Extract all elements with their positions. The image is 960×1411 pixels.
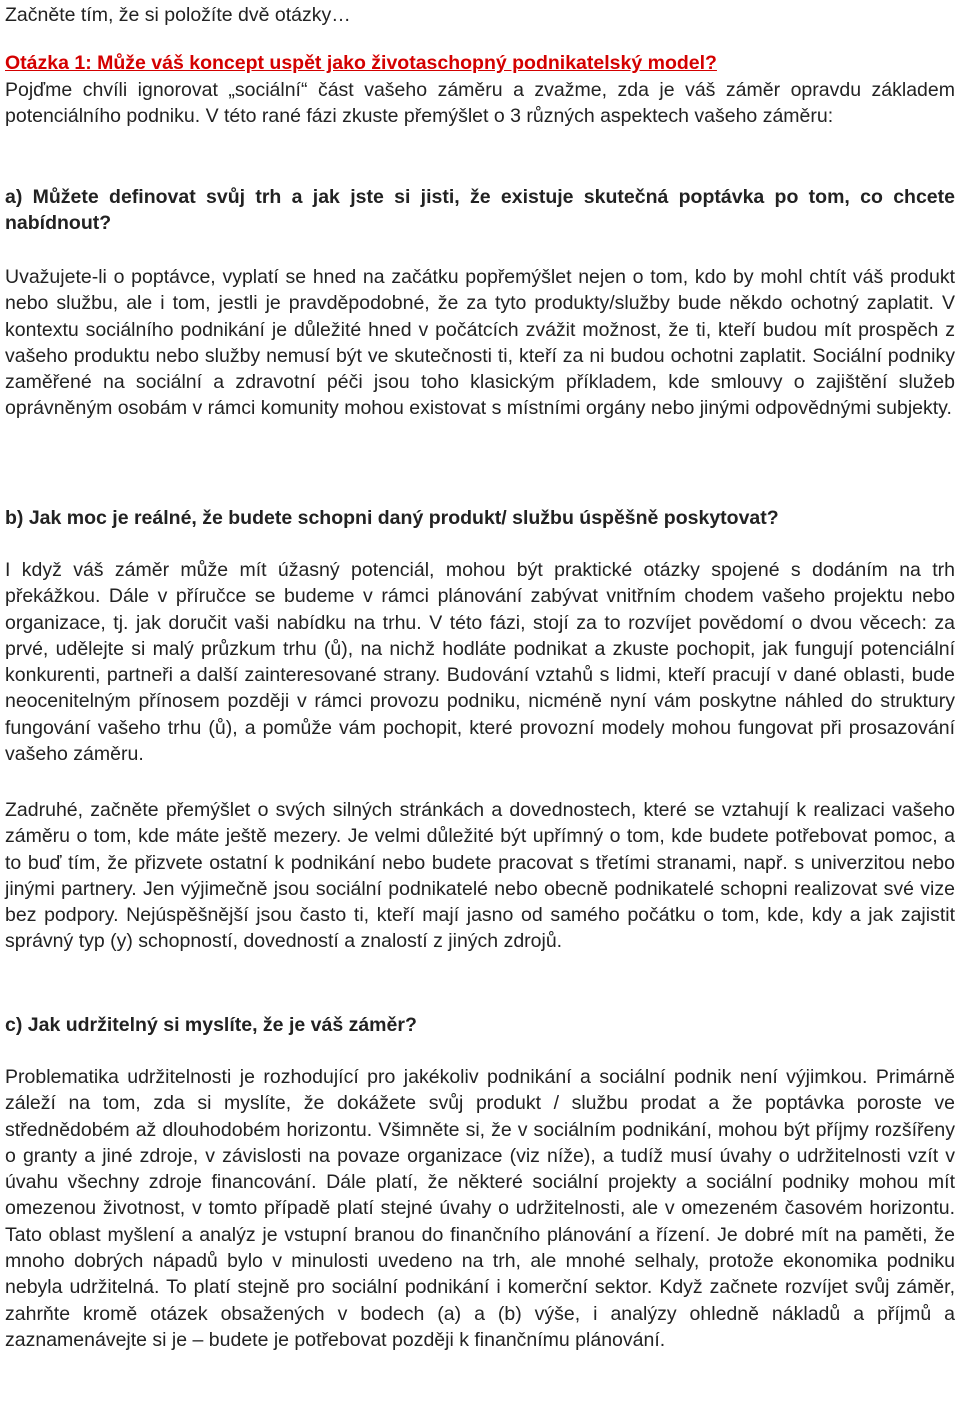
- question-1-heading: Otázka 1: Může váš koncept uspět jako životaschopný podnikatelský model?: [5, 52, 717, 74]
- paragraph-2: Uvažujete-li o poptávce, vyplatí se hned na začátku popřemýšlet nejen o tom, kdo by mohl chtít váš produkt nebo službu, ale i tom, jestli je pravděpodobné, že za tyto produkty/služby bude někdo ochotný zaplatit. V kontextu sociálního podnikání je důležité hned v počátcích zvážit možnost, že ti, kteří budou mít prospěch z vašeho produktu nebo služby nemusí být ve skutečnosti ti, kteří za ni budou ochotni zaplatit. Sociální podniky zaměřené na sociální a zdravotní péči jsou toho klasickým příkladem, kde smlouvy o zajištění služeb oprávněným osobám v rámci komunity mohou existovat s místními orgány nebo jinými odpovědnými subjekty.: [5, 266, 955, 420]
- paragraph-5: Problematika udržitelnosti je rozhodující pro jakékoliv podnikání a sociální podnik není výjimkou. Primárně záleží na tom, zda si myslíte, že dokážete svůj produkt / službu prodat a že poptávka poroste ve střednědobém až dlouhodobém horizontu. Všimněte si, že v sociálním podnikání, mohou být příjmy rozšířeny o granty a jiné zdroje, v závislosti na povaze organizace (viz níže), a tudíž musí úvahy o udržitelnosti vzít v úvahu všechny zdroje financování. Dále platí, že některé sociální projekty a sociální podniky mohou mít omezenou životnost, v tomto případě platí stejné úvahy o udržitelnosti, ale v omezeném časovém horizontu. Tato oblast myšlení a analýz je vstupní branou do finančního plánování a řízení. Je dobré mít na paměti, že mnoho dobrých nápadů bylo v minulosti uvedeno na trh, ale mnohé selhaly, protože ekonomika podniku nebyla udržitelná. To platí stejně pro sociální podnikání i komerční sektor. Když začnete rozvíjet svůj záměr, zahrňte kromě otázek obsažených v bodech (a) a (b) výše, i analýzy ohledně nákladů a příjmů a zaznamenávejte si je – budete je potřebovat později k finančnímu plánování.: [5, 1066, 955, 1351]
- section-c-heading: c) Jak udržitelný si myslíte, že je váš záměr?: [5, 1014, 417, 1036]
- paragraph-1: Pojďme chvíli ignorovat „sociální“ část vašeho záměru a zvažme, zda je váš záměr opravdu základem potenciálního podniku. V této rané fázi zkuste přemýšlet o 3 různých aspektech vašeho záměru:: [5, 79, 955, 128]
- paragraph-4: Zadruhé, začněte přemýšlet o svých silných stránkách a dovednostech, které se vztahují k realizaci vašeho záměru o tom, kde máte ještě mezery. Je velmi důležité být upřímný o tom, kde budete potřebovat pomoc, a to buď tím, že přizvete ostatní k podnikání nebo budete pracovat s třetími stranami, např. s univerzitou nebo jinými partnery. Jen výjimečně jsou sociální podnikatelé nebo obecně podnikatelé schopni realizovat své vize bez podpory. Nejúspěšnější jsou často ti, kteří mají jasno od samého počátku o tom, kde, kdy a jak zajistit správný typ (y) schopností, dovedností a znalostí z jiných zdrojů.: [5, 799, 955, 953]
- paragraph-3: I když váš záměr může mít úžasný potenciál, mohou být praktické otázky spojené s dodáním na trh překážkou. Dále v příručce se budeme v rámci plánování zabývat vnitřním chodem vašeho projektu nebo organizace, tj. jak doručit vaši nabídku na trhu. V této fázi, stojí za to rozvíjet povědomí o dvou věcech: za prvé, udělejte si malý průzkum trhu (ů), na nichž hodláte podnikat a zkuste pochopit, jak fungují potenciální konkurenti, partneři a další zainteresované strany. Budování vztahů s lidmi, kteří pracují v dané oblasti, bude neocenitelným přínosem později v rámci provozu podniku, nicméně nyní vám poskytne náhled do struktury fungování vašeho trhu (ů), a pomůže vám pochopit, které provozní modely mohou fungovat při prosazování vašeho záměru.: [5, 559, 955, 766]
- section-a-heading: a) Můžete definovat svůj trh a jak jste si jisti, že existuje skutečná poptávka po tom, co chcete nabídnout?: [5, 186, 955, 235]
- section-b-heading: b) Jak moc je reálné, že budete schopni daný produkt/ službu úspěšně poskytovat?: [5, 507, 779, 529]
- intro-text: Začněte tím, že si položíte dvě otázky…: [5, 4, 351, 26]
